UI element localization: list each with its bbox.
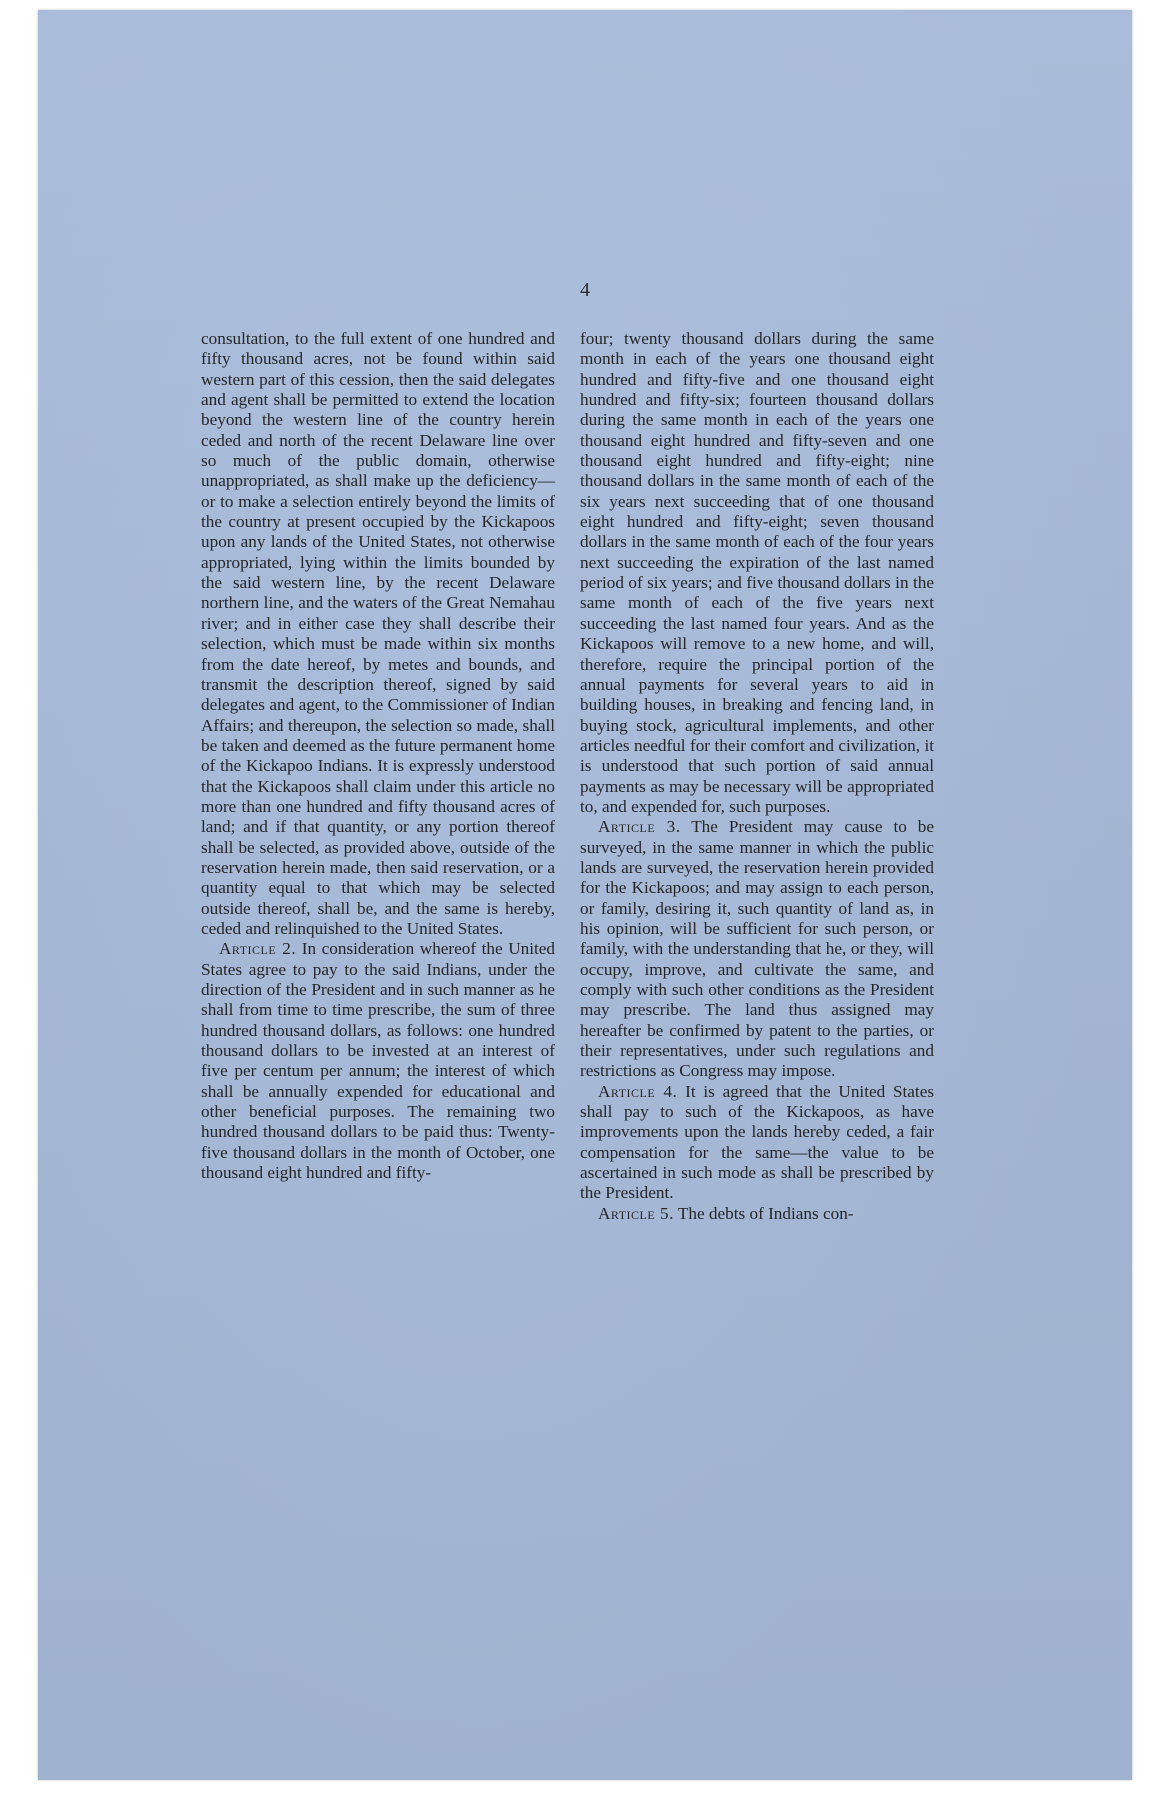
article-4-text: It is agreed that the United States shall pay to such of the Kickapoos, as have improvements upon the lands hereby ceded, a fair compensation for the same—the value to be ascertained in such mode as shall be prescribed by the President. — [580, 1081, 935, 1203]
article-2-text: In consideration whereof the United States agree to pay to the said Indians, under the direction of the President and in such manner as he shall from time to time prescribe, the sum of three hundred thousand dollars, as follows: one hundred thousand dollars to be invested at an interest of five per centum per annum; the interest of which shall be annually expended for educational and other beneficial purposes. The remaining two hundred thousand dollars to be paid thus: Twenty-five thousand dollars in the month of October, one thousand eight hundred and fifty- — [201, 939, 556, 1183]
article-3-label: Article 3. — [598, 817, 681, 837]
document-page — [38, 10, 1132, 1780]
article-4-paragraph — [580, 1082, 934, 1204]
article-5-text: The debts of Indians con- — [677, 1203, 854, 1223]
article-5-paragraph — [580, 1204, 934, 1224]
article-3-text: The President may cause to be surveyed, in the same manner in which the public lands are surveyed, the reservation herein provided for the Kickapoos; and may assign to each person, or family, desiring it, such quantity of land as, in his opinion, will be sufficient for such person, or family, with the understanding that he, or they, will occupy, improve, and cultivate the same, and comply with such other conditions as the President may prescribe. The land thus assigned may hereafter be confirmed by patent to the parties, or their representatives, under such regulations and restrictions as Congress may impose. — [580, 817, 934, 1081]
paragraph-payments: four; twenty thousand dollars during the same month in each of the years one thousand eight hundred and fifty-five and one thousand eight hundred and fifty-six; fourteen thousand dollars during the same month in each of the years one thousand eight hundred and fifty-seven and one thousand eight hundred and fifty-eight; nine thousand dollars in the same month of each of the six years next succeeding that of one thousand eight hundred and fifty-eight; seven thousand dollars in the same month of each of the four years next succeeding the expiration of the last named period of six years; and five thousand dollars in the same month of each of the five years next succeeding the last named four years. And as the Kickapoos will remove to a new home, and will, therefore, require the principal portion of the annual payments for several years to aid in building houses, in breaking and fencing land, in buying stock, agricultural implements, and other articles needful for their comfort and civilization, it is understood that such portion of said annual payments as may be necessary will be appropriated to, and expended for, such purposes. — [580, 329, 934, 816]
left-column — [201, 329, 555, 1183]
page-number: 4 — [580, 279, 590, 301]
article-3-paragraph — [580, 817, 934, 1081]
article-4-label: Article 4. — [598, 1081, 678, 1101]
article-2-paragraph — [201, 939, 555, 1183]
paragraph-continuation: consultation, to the full extent of one hundred and fifty thousand acres, not be found within said western part of this cession, then the said delegates and agent shall be permitted to extend the location beyond the western line of the country herein ceded and north of the recent Delaware line over so much of the public domain, otherwise unappropriated, as shall make up the deficiency—or to make a selection entirely beyond the limits of the country at present occupied by the Kickapoos upon any lands of the United States, not otherwise appropriated, lying within the limits bounded by the said western line, by the recent Delaware northern line, and the waters of the Great Nemahau river; and in either case they shall describe their selection, which must be made within six months from the date hereof, by metes and bounds, and transmit the description thereof, signed by said delegates and agent, to the Commissioner of Indian Affairs; and thereupon, the selection so made, shall be taken and deemed as the future permanent home of the Kickapoo Indians. It is expressly understood that the Kickapoos shall claim under this article no more than one hundred and fifty thousand acres of land; and if that quantity, or any portion thereof shall be selected, as provided above, outside of the reservation herein made, then said reservation, or a quantity equal to that which may be selected outside thereof, shall be, and the same is hereby, ceded and relinquished to the United States. — [201, 329, 555, 938]
article-2-label: Article 2. — [219, 939, 297, 959]
right-column — [580, 329, 934, 1224]
article-5-label: Article 5. — [598, 1203, 674, 1223]
